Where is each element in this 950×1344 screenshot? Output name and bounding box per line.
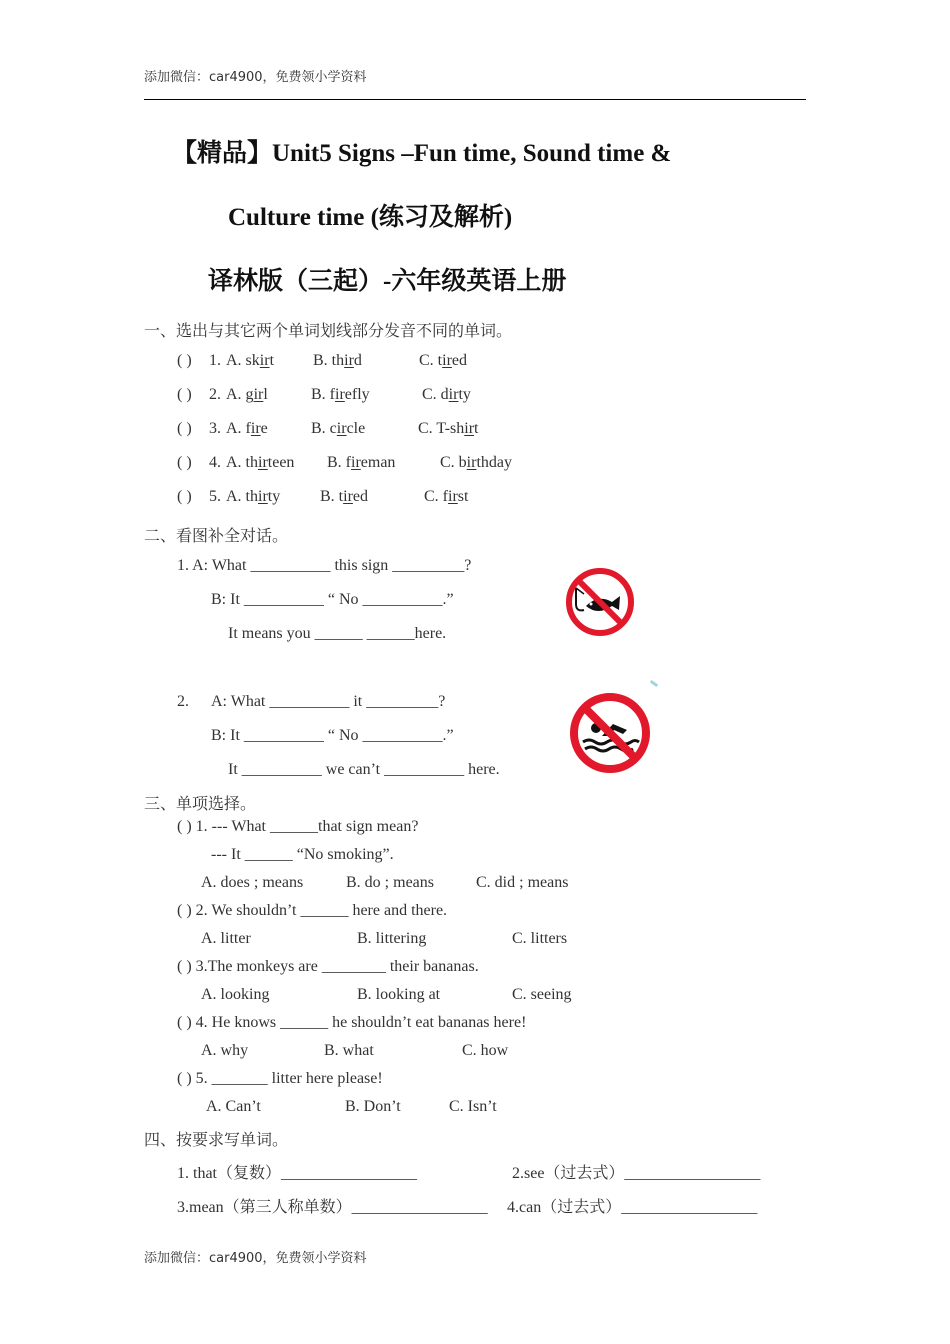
option-text: C. b [440,454,467,471]
header-divider [144,99,806,100]
p4-item-2: 2.see（过去式）_________________ [512,1165,761,1182]
option-text: e [260,420,268,437]
option-text: ed [451,352,468,369]
p3-q3: ( ) 3.The monkeys are ________ their bananas. [177,958,479,975]
option-text: eman [360,454,396,471]
p3-q3-opt-b: B. looking at [357,986,441,1003]
p3-q1-opt-c: C. did ; means [476,874,569,891]
option-text: A. th [226,454,258,471]
p1-option-b [311,386,370,404]
p3-q5-opt-b: B. Don’t [345,1098,401,1115]
p2-q1-line-a: 1. A: What __________ this sign _________? [177,557,472,574]
part3-heading: 三、单项选择。 [144,796,257,813]
p3-q1-response: --- It ______ “No smoking”. [211,846,394,863]
p1-item-number: 1. [209,352,221,369]
option-text: B. f [327,454,351,471]
p1-option-a [226,352,274,370]
p4-item-3: 3.mean（第三人称单数）_________________ [177,1199,488,1216]
underlined-letters: ir [448,386,459,403]
p1-option-a [226,454,294,472]
option-text: B. f [311,386,335,403]
p3-q3-opt-c: C. seeing [512,986,572,1003]
underlined-letters: ir [253,386,264,403]
option-text: teen [267,454,295,471]
p3-q2-opt-a: A. litter [201,930,251,947]
underlined-letters: ir [259,352,270,369]
p3-q2: ( ) 2. We shouldn’t ______ here and there. [177,902,448,919]
option-text: ty [458,386,471,403]
p2-q2-line-c: It __________ we can’t __________ here. [228,761,500,778]
p1-option-b [327,454,395,472]
underlined-letters: ir [464,420,475,437]
underlined-letters: ir [258,454,268,471]
p1-answer-bracket: ( ) [177,386,192,403]
part1-heading: 一、选出与其它两个单词划线部分发音不同的单词。 [144,323,513,340]
underlined-letters: ir [250,420,261,437]
p1-item-number: 5. [209,488,221,505]
p1-answer-bracket: ( ) [177,420,192,437]
option-text: C. t [419,352,443,369]
option-text: thday [476,454,512,471]
p2-q1-line-b: B: It __________ “ No __________.” [211,591,454,608]
stray-mark [650,680,658,687]
p3-q1-opt-a: A. does ; means [201,874,304,891]
p3-q3-opt-a: A. looking [201,986,270,1003]
option-text: C. d [422,386,449,403]
option-text: t [269,352,275,369]
p1-option-c [422,386,471,404]
p3-q5-opt-a: A. Can’t [206,1098,261,1115]
underlined-letters: ir [448,488,458,505]
p3-q4-opt-a: A. why [201,1042,249,1059]
option-text: B. c [311,420,337,437]
p1-option-a [226,420,268,438]
option-text: A. g [226,386,254,403]
option-text: B. t [320,488,344,505]
underlined-letters: ir [466,454,477,471]
p1-option-b [311,420,365,438]
option-text: C. T-sh [418,420,465,437]
option-text: efly [344,386,370,403]
option-text: ed [352,488,369,505]
p1-option-c [418,420,478,438]
title-line-1: 【精品】Unit5 Signs –Fun time, Sound time & [172,140,672,167]
page-header: 添加微信：car4900，免费领小学资料 [144,70,367,85]
p3-q4-opt-c: C. how [462,1042,509,1059]
p1-item-number: 2. [209,386,221,403]
p1-option-a [226,488,280,506]
option-text: st [457,488,469,505]
option-text: d [353,352,362,369]
no-fishing-sign [564,566,636,638]
p3-q5-opt-c: C. Isn’t [449,1098,497,1115]
underlined-letters: ir [335,386,345,403]
option-text: C. f [424,488,448,505]
option-text: A. f [226,420,251,437]
option-text: ty [267,488,281,505]
p1-item-number: 3. [209,420,221,437]
underlined-letters: ir [258,488,268,505]
underlined-letters: ir [442,352,452,369]
p1-option-c [440,454,512,472]
underlined-letters: ir [344,352,354,369]
title-line-2: Culture time (练习及解析) [228,204,513,231]
underlined-letters: ir [351,454,361,471]
p1-option-a [226,386,268,404]
option-text: l [263,386,268,403]
p4-item-1: 1. that（复数）_________________ [177,1165,417,1182]
option-text: A. sk [226,352,260,369]
p3-q2-opt-b: B. littering [357,930,427,947]
p1-option-c [424,488,468,506]
p2-q1-line-c: It means you ______ ______here. [228,625,447,642]
p3-q2-opt-c: C. litters [512,930,568,947]
p1-option-b [313,352,362,370]
p2-q2-line-a: A: What __________ it _________? [211,693,446,710]
no-swimming-sign [569,692,651,774]
title-line-3: 译林版（三起）-六年级英语上册 [208,268,567,295]
p1-option-c [419,352,467,370]
p2-q2-line-b: B: It __________ “ No __________.” [211,727,454,744]
p3-q5: ( ) 5. _______ litter here please! [177,1070,383,1087]
p4-item-4: 4.can（过去式）_________________ [507,1199,758,1216]
option-text: cle [346,420,366,437]
part2-heading: 二、看图补全对话。 [144,528,289,545]
p1-answer-bracket: ( ) [177,488,192,505]
p1-answer-bracket: ( ) [177,352,192,369]
underlined-letters: ir [343,488,353,505]
option-text: t [474,420,479,437]
p2-q2-number: 2. [177,693,189,710]
p1-option-b [320,488,368,506]
p3-q4: ( ) 4. He knows ______ he shouldn’t eat bananas here! [177,1014,527,1031]
p1-item-number: 4. [209,454,221,471]
p3-q1-opt-b: B. do ; means [346,874,434,891]
p3-q4-opt-b: B. what [324,1042,374,1059]
option-text: B. th [313,352,345,369]
p3-q1: ( ) 1. --- What ______that sign mean? [177,818,419,835]
option-text: A. th [226,488,258,505]
underlined-letters: ir [336,420,347,437]
p1-answer-bracket: ( ) [177,454,192,471]
page-footer: 添加微信：car4900，免费领小学资料 [144,1251,367,1266]
part4-heading: 四、按要求写单词。 [144,1132,289,1149]
